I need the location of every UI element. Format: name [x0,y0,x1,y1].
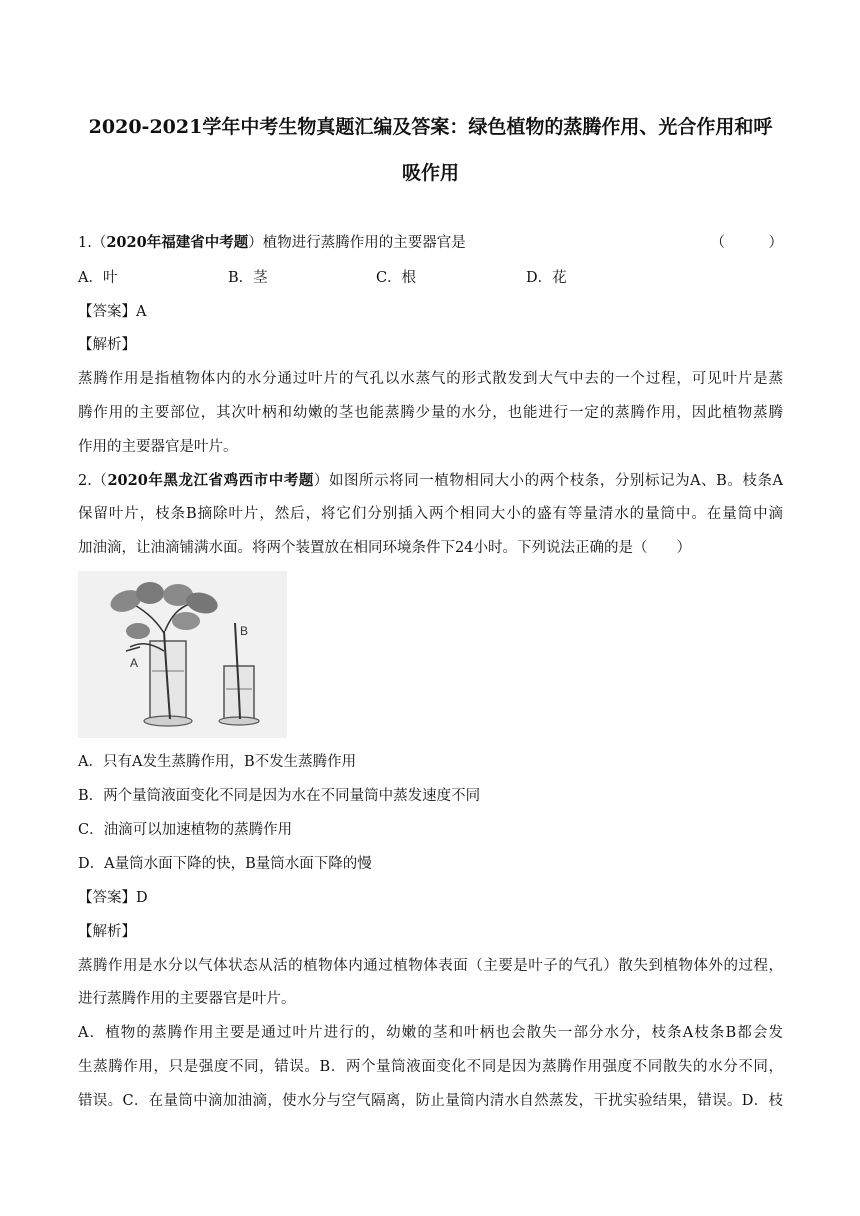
q1-source: 2020年福建省中考题 [106,234,249,251]
q1-analysis-label: 【解析】 [78,337,136,353]
q2-option-c: C．油滴可以加速植物的蒸腾作用 [78,822,293,838]
q1-option-c: C．根 [376,270,417,286]
q2-analysis-label: 【解析】 [78,924,136,940]
experiment-figure [78,571,287,738]
experiment-illustration [78,571,287,738]
q1-stem: 1.（2020年福建省中考题）植物进行蒸腾作用的主要器官是 （ ） [78,234,783,251]
q1-analysis-line: 作用的主要器官是叶片。 [78,439,238,455]
q2-option-b: B．两个量筒液面变化不同是因为水在不同量筒中蒸发速度不同 [78,788,481,804]
q2-stem-line: 加油滴，让油滴铺满水面。将两个装置放在相同环境条件下24小时。下列说法正确的是（ ） [78,540,691,556]
q2-analysis-line: 生蒸腾作用，只是强度不同，错误。B．两个量筒液面变化不同是因为蒸腾作用强度不同散失的水分不同， [78,1059,783,1075]
q1-answer: 【答案】A [78,304,147,320]
q1-analysis-line: 蒸腾作用是指植物体内的水分通过叶片的气孔以水蒸气的形式散发到大气中去的一个过程，可见叶片是蒸 [78,371,783,387]
q2-analysis-line: 蒸腾作用是水分以气体状态从活的植物体内通过植物体表面（主要是叶子的气孔）散失到植物体外的过程， [78,958,783,974]
figure-label-a: A [130,656,139,670]
q2-analysis-line: A．植物的蒸腾作用主要是通过叶片进行的，幼嫩的茎和叶柄也会散失一部分水分，枝条A枝条B都会发 [78,1025,783,1041]
q2-answer: 【答案】D [78,890,148,906]
q1-option-d: D．花 [526,270,567,286]
document-title [78,104,783,196]
title-line-1: 2020-2021学年中考生物真题汇编及答案：绿色植物的蒸腾作用、光合作用和呼 [88,116,773,138]
q2-stem-line: 保留叶片，枝条B摘除叶片，然后，将它们分别插入两个相同大小的盛有等量清水的量筒中。在量筒中滴 [78,506,783,522]
q1-option-b: B．茎 [228,270,268,286]
title-line-2: 吸作用 [401,162,459,184]
q2-analysis-line: 错误。C．在量筒中滴加油滴，使水分与空气隔离，防止量筒内清水自然蒸发，干扰实验结果，错误。D．枝 [78,1093,783,1109]
q1-analysis-line: 腾作用的主要部位，其次叶柄和幼嫩的茎也能蒸腾少量的水分，也能进行一定的蒸腾作用，因此植物蒸腾 [78,405,783,421]
q2-option-d: D．A量筒水面下降的快，B量筒水面下降的慢 [78,856,372,872]
figure-label-b: B [240,624,249,638]
answer-bracket: （ ） [710,235,783,251]
q2-analysis-line: 进行蒸腾作用的主要器官是叶片。 [78,991,296,1007]
q2-stem-text: 如图所示将同一植物相同大小的两个枝条，分别标记为A、B。枝条A [328,473,784,489]
q1-option-a: A．叶 [78,270,118,286]
q2-stem: 2.（2020年黑龙江省鸡西市中考题）如图所示将同一植物相同大小的两个枝条，分别标记为A、B。枝条A [78,472,784,489]
q2-option-a: A．只有A发生蒸腾作用，B不发生蒸腾作用 [78,754,357,770]
q1-stem-text: 植物进行蒸腾作用的主要器官是 [262,235,466,251]
q2-source: 2020年黑龙江省鸡西市中考题 [107,472,314,489]
